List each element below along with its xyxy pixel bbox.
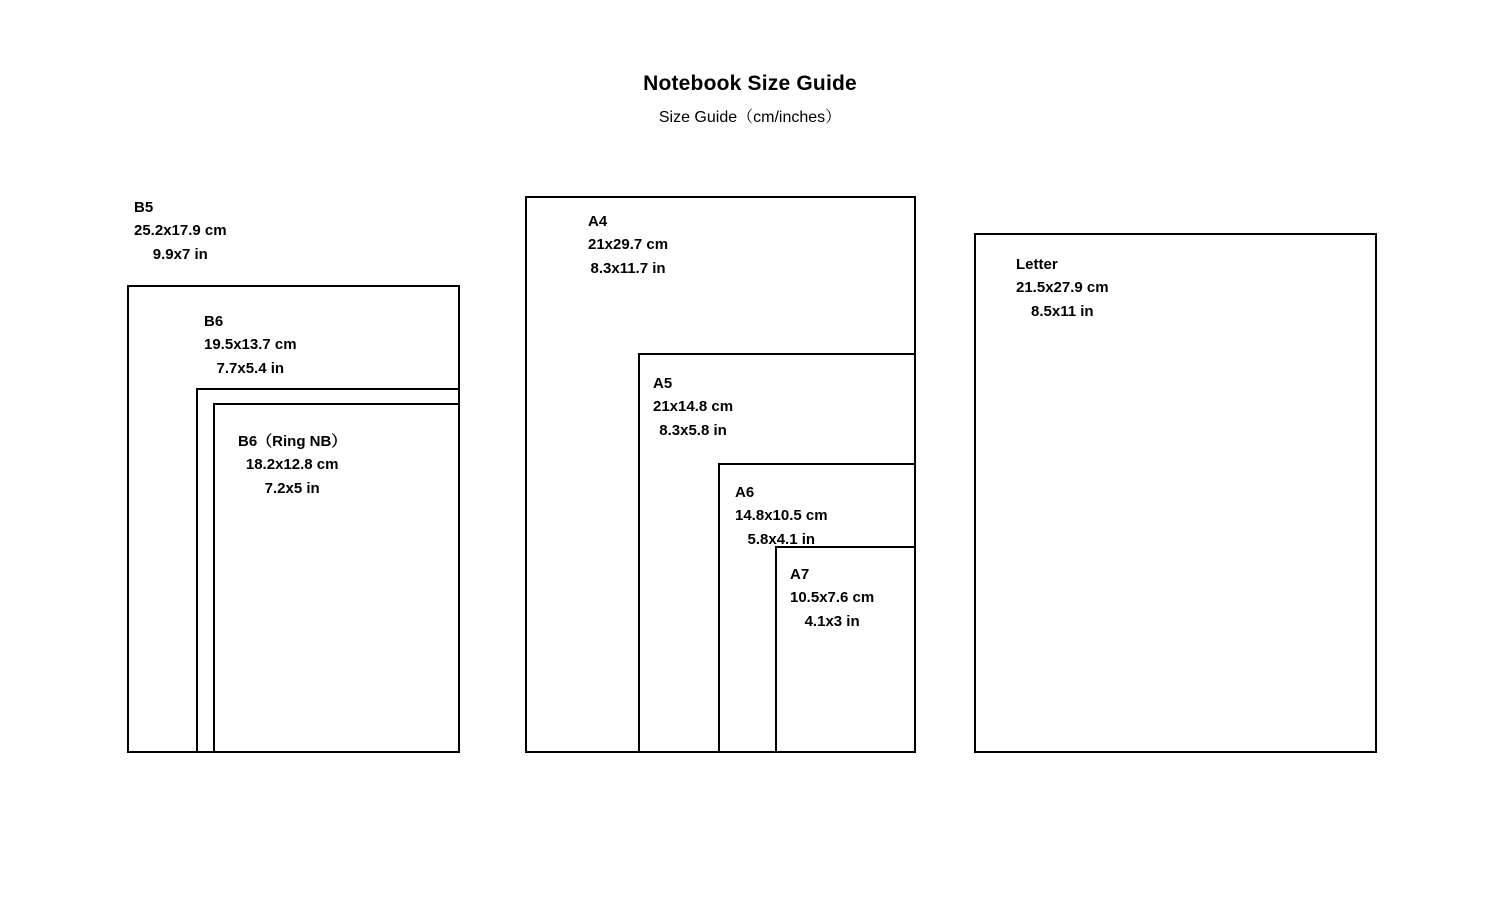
size-name-a7: A7 (790, 566, 810, 583)
size-label-a4 (588, 210, 668, 280)
size-dim-cm-a5: 21x14.8 cm (653, 398, 734, 416)
size-name-a6: A6 (735, 484, 755, 501)
size-dim-in-b6: 7.7x5.4 in (216, 359, 285, 377)
size-dim-in-b5: 9.9x7 in (152, 245, 208, 263)
size-dim-in-a4: 8.3x11.7 in (590, 259, 666, 277)
size-dim-cm-a7: 10.5x7.6 cm (790, 589, 875, 607)
page-title: Notebook Size Guide (643, 72, 857, 95)
size-label-letter (1016, 253, 1109, 323)
size-label-a6 (735, 481, 828, 551)
size-dim-in-a7: 4.1x3 in (804, 612, 860, 630)
size-label-b6-ring (238, 430, 346, 500)
size-label-b6 (204, 310, 297, 380)
size-dim-in-a5: 8.3x5.8 in (659, 421, 727, 439)
size-dim-in-letter: 8.5x11 in (1031, 302, 1094, 320)
size-label-a7 (790, 563, 874, 633)
size-dim-cm-b6: 19.5x13.7 cm (204, 336, 297, 354)
page-subtitle: Size Guide（cm/inches） (658, 109, 842, 126)
size-name-b6-ring: B6（Ring NB） (238, 433, 347, 450)
size-name-b6: B6 (204, 313, 224, 330)
size-name-b5: B5 (134, 199, 154, 216)
size-name-letter: Letter (1016, 256, 1058, 273)
size-name-a5: A5 (653, 375, 673, 392)
size-dim-cm-letter: 21.5x27.9 cm (1016, 279, 1109, 297)
size-dim-cm-b6-ring: 18.2x12.8 cm (245, 456, 339, 474)
size-label-a5 (653, 372, 733, 442)
size-dim-cm-a4: 21x29.7 cm (588, 236, 669, 254)
size-label-b5 (134, 196, 227, 266)
size-dim-cm-a6: 14.8x10.5 cm (735, 507, 828, 525)
size-dim-cm-b5: 25.2x17.9 cm (134, 222, 227, 240)
size-dim-in-a6: 5.8x4.1 in (747, 530, 816, 548)
size-dim-in-b6-ring: 7.2x5 in (264, 479, 320, 497)
size-name-a4: A4 (588, 213, 608, 230)
